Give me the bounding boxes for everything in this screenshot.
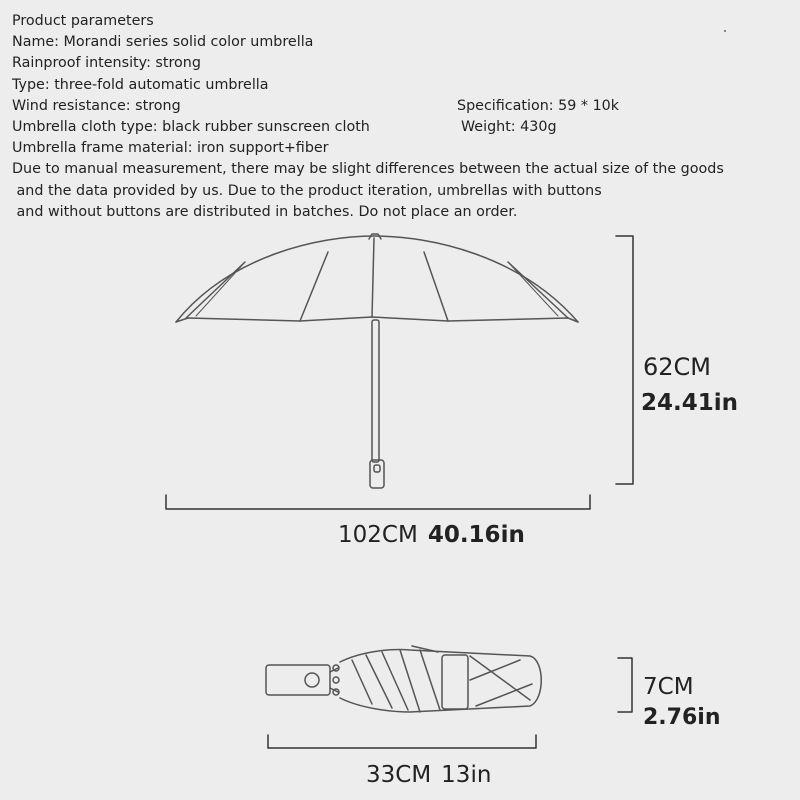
param-rainproof: Rainproof intensity: strong bbox=[12, 55, 201, 72]
open-width-label bbox=[338, 522, 525, 548]
folded-length-cm: 33CM bbox=[366, 762, 432, 788]
open-height-in-label bbox=[641, 390, 738, 416]
folded-length-label bbox=[366, 762, 491, 788]
folded-length-in: 13in bbox=[441, 762, 492, 788]
param-wind: Wind resistance: strong bbox=[12, 97, 181, 114]
open-height-cm-label bbox=[643, 353, 711, 381]
folded-width-bracket bbox=[268, 735, 536, 748]
open-umbrella-icon bbox=[176, 234, 578, 488]
disclaimer-line-2: and the data provided by us. Due to the product iteration, umbrellas with buttons bbox=[12, 182, 602, 199]
param-frame: Umbrella frame material: iron support+fiber bbox=[12, 140, 329, 157]
param-specification: Specification: 59 * 10k bbox=[457, 98, 620, 114]
open-height-bracket bbox=[616, 236, 633, 484]
params-heading: Product parameters bbox=[12, 13, 154, 29]
folded-height-cm-label bbox=[643, 674, 694, 700]
folded-height-in-label bbox=[643, 705, 720, 730]
open-width-in: 40.16in bbox=[427, 522, 525, 548]
open-width-cm: 102CM bbox=[338, 522, 418, 548]
open-width-bracket bbox=[166, 495, 590, 509]
open-height-cm: 62CM bbox=[643, 353, 712, 381]
folded-height-in: 2.76in bbox=[643, 705, 721, 730]
open-height-in: 24.41in bbox=[641, 390, 739, 416]
disclaimer-line-1: Due to manual measurement, there may be slight differences between the actual size of the goods bbox=[12, 161, 724, 178]
param-type: Type: three-fold automatic umbrella bbox=[12, 76, 269, 93]
disclaimer-line-3: and without buttons are distributed in batches. Do not place an order. bbox=[12, 203, 518, 220]
param-weight: Weight: 430g bbox=[461, 119, 557, 136]
param-cloth: Umbrella cloth type: black rubber sunscreen cloth bbox=[12, 119, 370, 136]
folded-height-cm: 7CM bbox=[643, 674, 694, 700]
folded-umbrella-icon bbox=[266, 646, 541, 712]
folded-height-bracket bbox=[618, 658, 632, 712]
param-name: Name: Morandi series solid color umbrella bbox=[12, 34, 314, 51]
